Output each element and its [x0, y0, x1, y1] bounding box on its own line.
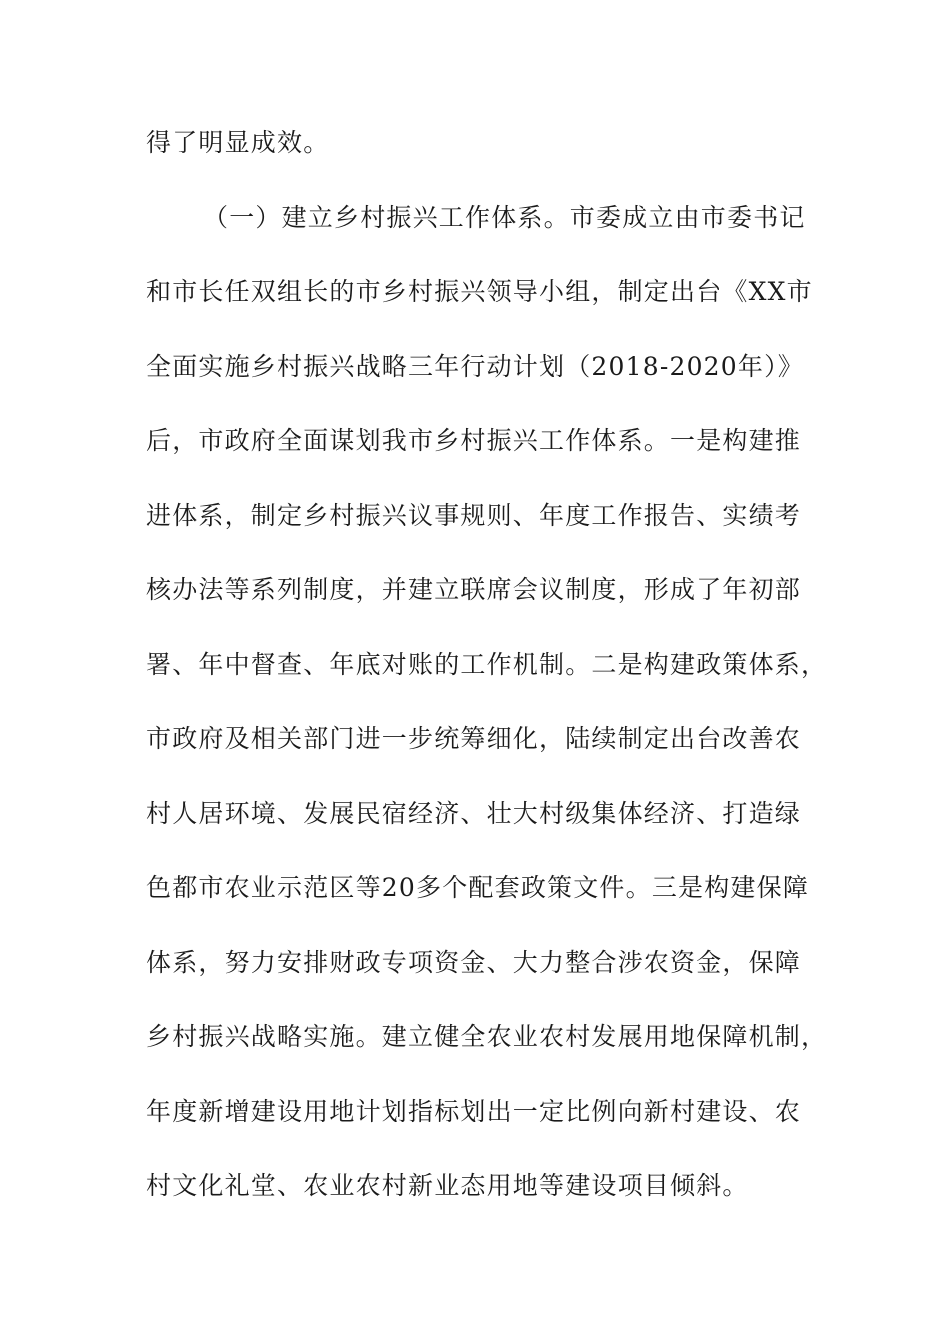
text-line-10: 村人居环境、发展民宿经济、壮大村级集体经济、打造绿	[146, 798, 802, 828]
text-line-13: 乡村振兴战略实施。建立健全农业农村发展用地保障机制，	[146, 1022, 828, 1051]
text-line-15: 村文化礼堂、农业农村新业态用地等建设项目倾斜。	[146, 1171, 749, 1200]
text-line-1: 得了明显成效。	[146, 128, 330, 157]
text-line-12: 体系，努力安排财政专项资金、大力整合涉农资金，保障	[146, 947, 802, 977]
text-line-14: 年度新增建设用地计划指标划出一定比例向新村建设、农	[146, 1096, 802, 1126]
text-line-3: 和市长任双组长的市乡村振兴领导小组，制定出台《XX市	[146, 277, 813, 306]
text-line-8: 署、年中督查、年底对账的工作机制。二是构建政策体系，	[146, 649, 828, 679]
text-line-7: 核办法等系列制度，并建立联席会议制度，形成了年初部	[146, 575, 802, 604]
text-line-9: 市政府及相关部门进一步统筹细化，陆续制定出台改善农	[146, 724, 802, 753]
text-line-5: 后，市政府全面谋划我市乡村振兴工作体系。一是构建推	[146, 426, 802, 455]
section-heading-line: （一）建立乡村振兴工作体系。市委成立由市委书记	[203, 202, 806, 232]
text-line-4: 全面实施乡村振兴战略三年行动计划（2018-2020年）》	[146, 351, 804, 381]
text-line-6: 进体系，制定乡村振兴议事规则、年度工作报告、实绩考	[146, 500, 802, 530]
text-line-11: 色都市农业示范区等20多个配套政策文件。三是构建保障	[146, 873, 810, 902]
document-body	[146, 118, 828, 1236]
